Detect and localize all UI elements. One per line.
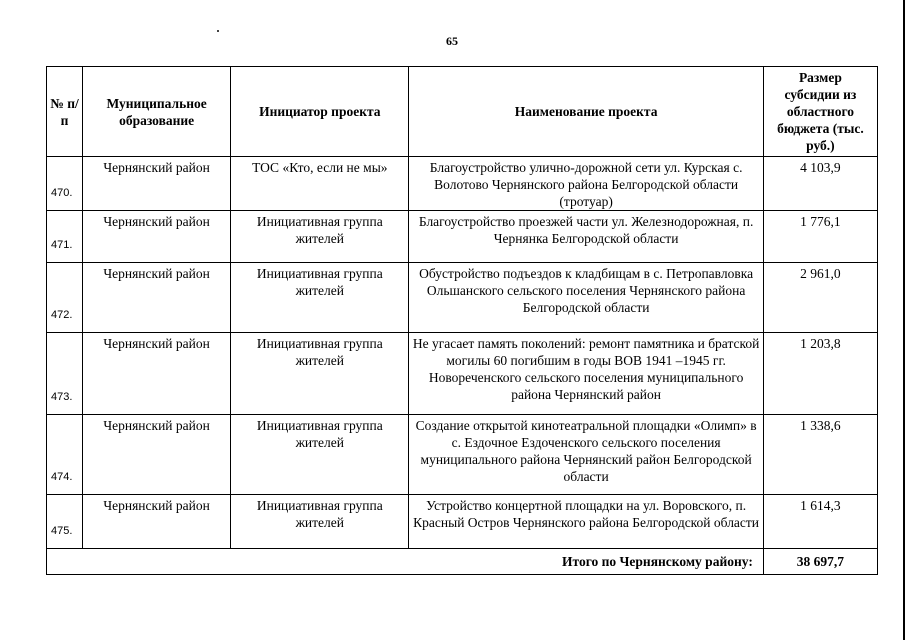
row-municipality: Чернянский район — [83, 333, 231, 415]
row-subsidy: 1 338,6 — [763, 415, 877, 495]
row-subsidy: 2 961,0 — [763, 263, 877, 333]
table-row — [47, 157, 878, 211]
total-value: 38 697,7 — [763, 549, 877, 575]
row-municipality: Чернянский район — [83, 211, 231, 263]
table-row — [47, 333, 878, 415]
row-project: Устройство концертной площадки на ул. Воровского, п. Красный Остров Чернянского района Белгородской области — [409, 495, 763, 549]
row-initiator: Инициативная группа жителей — [231, 263, 409, 333]
header-subsidy: Размер субсидии из областного бюджета (тыс. руб.) — [763, 67, 877, 157]
row-municipality: Чернянский район — [83, 263, 231, 333]
header-municipality: Муниципальное образование — [83, 67, 231, 157]
row-num: 471. — [47, 211, 83, 263]
row-num: 475. — [47, 495, 83, 549]
total-row — [47, 549, 878, 575]
header-num: № п/п — [47, 67, 83, 157]
row-num: 473. — [47, 333, 83, 415]
row-subsidy: 1 776,1 — [763, 211, 877, 263]
row-project: Обустройство подъездов к кладбищам в с. Петропавловка Ольшанского сельского поселения Чернянского района Белгородской области — [409, 263, 763, 333]
subsidy-table — [46, 66, 878, 575]
row-project: Благоустройство улично-дорожной сети ул. Курская с. Волотово Чернянского района Белгородской области (тротуар) — [409, 157, 763, 211]
table-row — [47, 263, 878, 333]
row-project: Создание открытой кинотеатральной площадки «Олимп» в с. Ездочное Ездоченского сельского поселения муниципального района Чернянский район Белгородской области — [409, 415, 763, 495]
page-number: 65 — [446, 34, 458, 48]
table-row — [47, 495, 878, 549]
row-subsidy: 4 103,9 — [763, 157, 877, 211]
row-initiator: Инициативная группа жителей — [231, 495, 409, 549]
row-initiator: ТОС «Кто, если не мы» — [231, 157, 409, 211]
row-num: 470. — [47, 157, 83, 211]
row-project: Не угасает память поколений: ремонт памятника и братской могилы 60 погибшим в годы ВОВ 1941 –1945 гг. Новореченского сельского поселения муниципального района Чернянский район — [409, 333, 763, 415]
total-label: Итого по Чернянскому району: — [47, 549, 764, 575]
row-initiator: Инициативная группа жителей — [231, 211, 409, 263]
header-initiator: Инициатор проекта — [231, 67, 409, 157]
table-row — [47, 415, 878, 495]
row-initiator: Инициативная группа жителей — [231, 333, 409, 415]
scan-speck — [217, 30, 219, 32]
row-project: Благоустройство проезжей части ул. Железнодорожная, п. Чернянка Белгородской области — [409, 211, 763, 263]
table-row — [47, 211, 878, 263]
row-municipality: Чернянский район — [83, 495, 231, 549]
row-municipality: Чернянский район — [83, 415, 231, 495]
row-municipality: Чернянский район — [83, 157, 231, 211]
header-row — [47, 67, 878, 157]
row-initiator: Инициативная группа жителей — [231, 415, 409, 495]
row-num: 472. — [47, 263, 83, 333]
row-subsidy: 1 203,8 — [763, 333, 877, 415]
row-subsidy: 1 614,3 — [763, 495, 877, 549]
header-project: Наименование проекта — [409, 67, 763, 157]
row-num: 474. — [47, 415, 83, 495]
